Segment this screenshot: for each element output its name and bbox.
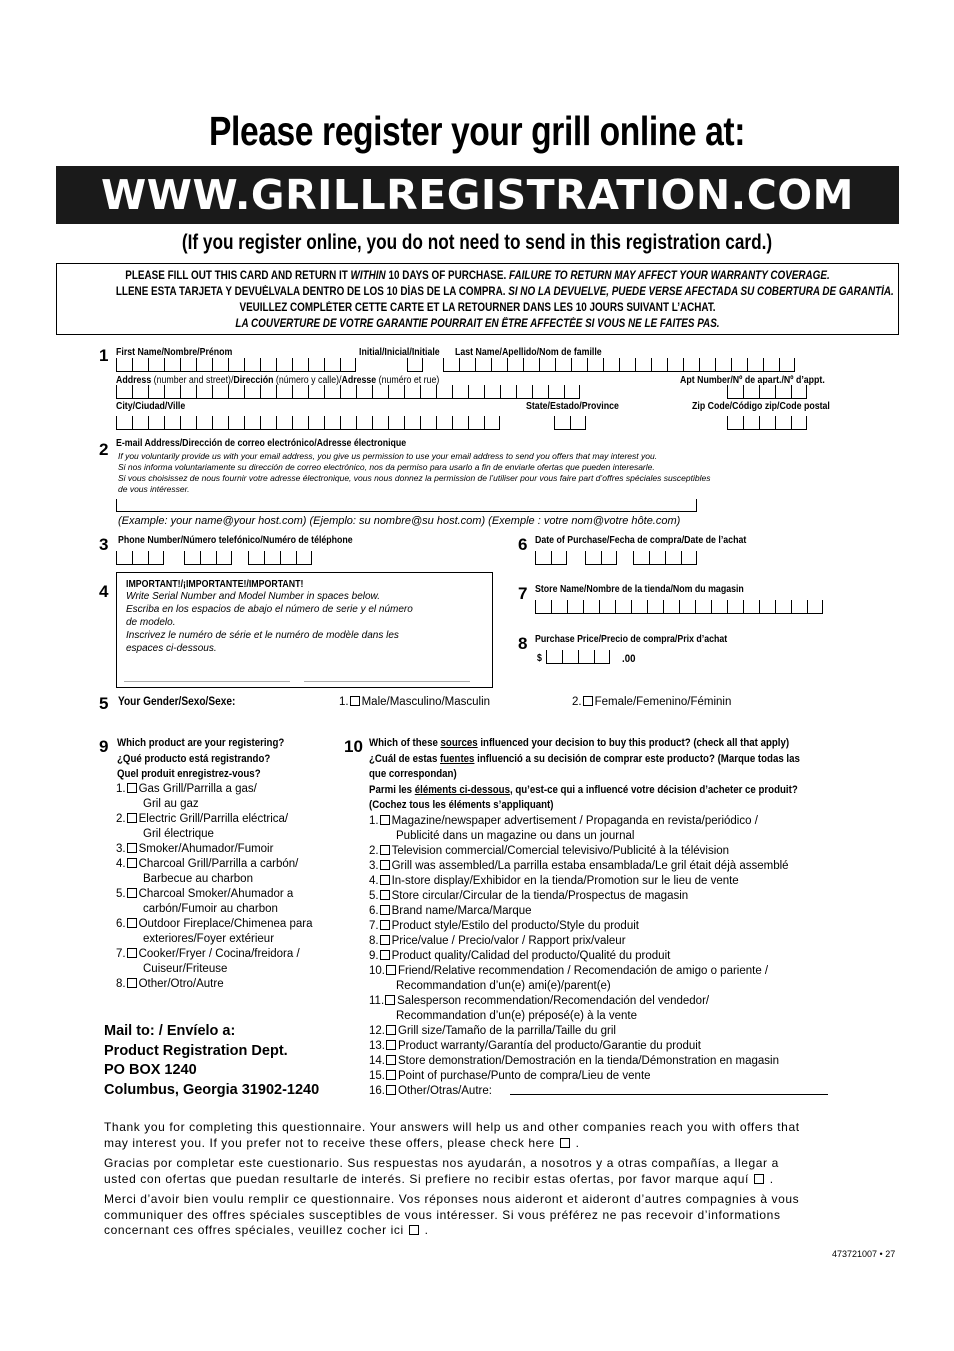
- checkbox[interactable]: [385, 995, 395, 1005]
- gender-option-female[interactable]: 2. Female/Femenino/Féminin: [572, 696, 732, 708]
- checkbox[interactable]: [127, 948, 137, 958]
- checkbox-female[interactable]: [583, 696, 593, 706]
- serial-instruction-es: Escriba en los espacios de abajo el número de serie y el número: [126, 604, 413, 615]
- source-option[interactable]: 10. Friend/Relative recommendation / Recomendación de amigo o pariente /: [369, 965, 769, 977]
- registration-url-banner[interactable]: WWW.GRILLREGISTRATION.COM: [56, 166, 899, 224]
- source-option[interactable]: 5. Store circular/Circular de la tienda/Prospectus de magasin: [369, 890, 689, 902]
- product-option-cont: Gril électrique: [143, 828, 214, 840]
- checkbox[interactable]: [380, 905, 390, 915]
- other-source-field[interactable]: [510, 1094, 828, 1095]
- checkbox[interactable]: [380, 935, 390, 945]
- notice-line-fr-warranty: LA COUVERTURE DE VOTRE GARANTIE POURRAIT EN ÊTRE AFFECTÉE SI VOUS NE LE FAITES PAS.: [235, 318, 720, 330]
- source-option-cont: Recommandation d’un(e) préposé(e) à la vente: [396, 1010, 637, 1022]
- checkbox[interactable]: [386, 965, 396, 975]
- source-option[interactable]: 6. Brand name/Marca/Marque: [369, 905, 532, 917]
- opt-out-checkbox-en[interactable]: [560, 1138, 570, 1148]
- opt-out-text: [104, 1120, 800, 1239]
- sources-question-fr-2: (Cochez tous les éléments s’appliquant): [369, 799, 554, 811]
- source-option[interactable]: 11. Salesperson recommendation/Recomendación del vendedor/: [369, 995, 710, 1007]
- purchase-price-field[interactable]: [546, 651, 610, 664]
- apt-number-label: Apt Number/Nº de apart./Nº d’appt.: [680, 375, 825, 386]
- email-consent-text: [118, 451, 710, 495]
- purchase-month-field[interactable]: [535, 552, 567, 565]
- last-name-field[interactable]: [443, 359, 795, 372]
- initial-label: Initial/Inicial/Initiale: [359, 347, 440, 358]
- serial-instruction-en: Write Serial Number and Model Number in spaces below.: [126, 591, 380, 602]
- product-option[interactable]: 5. Charcoal Smoker/Ahumador a: [116, 888, 294, 900]
- product-options-list: [116, 782, 312, 992]
- section-number-3: 3: [99, 535, 109, 554]
- dollar-sign: $: [537, 653, 542, 664]
- sources-options-list: [369, 814, 789, 1099]
- section-number-10: 10: [344, 737, 363, 756]
- product-option[interactable]: 4. Charcoal Grill/Parrilla a carbón/: [116, 858, 299, 870]
- mail-to-heading: Mail to: / Envíelo a:: [104, 1023, 236, 1039]
- store-name-field[interactable]: [535, 601, 823, 614]
- opt-out-fr: Merci d’avoir bien voulu remplir ce questionnaire. Vos réponses nous aideront et aideront d’autres compagnies à vous: [104, 1192, 800, 1206]
- opt-out-es: Gracias por completar este cuestionario. Sus respuestas nos ayudarán, a nosotros y a otras compañías, a llegar a: [104, 1156, 779, 1170]
- store-name-label: Store Name/Nombre de la tienda/Nom du magasin: [535, 584, 744, 595]
- product-option-cont: Barbecue au charbon: [143, 873, 253, 885]
- section-number-4: 4: [99, 582, 109, 601]
- checkbox[interactable]: [127, 783, 137, 793]
- product-question-en: Which product are your registering?: [117, 737, 285, 749]
- phone-line-field[interactable]: [248, 552, 312, 565]
- checkbox[interactable]: [380, 875, 390, 885]
- checkbox[interactable]: [386, 1040, 396, 1050]
- phone-label: Phone Number/Número telefónico/Numéro de téléphone: [118, 535, 353, 546]
- checkbox[interactable]: [127, 843, 137, 853]
- apt-number-field[interactable]: [727, 386, 807, 399]
- purchase-price-label: Purchase Price/Precio de compra/Prix d’achat: [535, 634, 728, 645]
- product-option-cont: exteriores/Foyer extérieur: [143, 933, 275, 945]
- email-consent-fr: Si vous choisissez de nous fournir votre adresse électronique, vous nous donnez la permission de l’utiliser pour vous faire part d’offres spéciales susceptibles: [118, 473, 711, 483]
- opt-out-checkbox-fr[interactable]: [409, 1225, 419, 1235]
- model-number-field[interactable]: [304, 681, 470, 682]
- mailing-address: [104, 1022, 319, 1100]
- product-option-cont: Cuiseur/Friteuse: [143, 963, 228, 975]
- email-consent-es: Si nos informa voluntariamente su dirección de correo electrónico, nos da permiso para usarlo a fin de enviarle ofertas que pueden interesarle.: [118, 462, 655, 472]
- email-field[interactable]: [116, 499, 697, 512]
- source-option-cont: Recommandation d’un(e) ami(e)/parent(e): [396, 980, 611, 992]
- important-heading: IMPORTANT!/¡IMPORTANTE!/IMPORTANT!: [126, 579, 304, 590]
- serial-instruction-fr-2: espaces ci-dessous.: [126, 643, 217, 654]
- source-option[interactable]: 13. Product warranty/Garantía del producto/Garantie du produit: [369, 1040, 702, 1052]
- address-label: Address (number and street)/Dirección (número y calle)/Adresse (numéro et rue): [116, 375, 440, 386]
- checkbox[interactable]: [386, 1070, 396, 1080]
- source-option[interactable]: 2. Television commercial/Comercial televisivo/Publicité à la télévision: [369, 845, 730, 857]
- notice-line-en: PLEASE FILL OUT THIS CARD AND RETURN IT WITHIN 10 DAYS OF PURCHASE. FAILURE TO RETURN MAY AFFECT YOUR WARRANTY COVERAGE.: [125, 270, 830, 282]
- source-option[interactable]: 16. Other/Otras/Autre:: [369, 1085, 492, 1097]
- sources-question-fr: Parmi les éléments ci-dessous, qu’est-ce qui a influencé votre décision d’acheter ce produit?: [369, 783, 798, 796]
- product-option[interactable]: 3. Smoker/Ahumador/Fumoir: [116, 843, 274, 855]
- purchase-day-field[interactable]: [585, 552, 617, 565]
- opt-out-fr-2: communiquer des offres spéciales susceptibles de vous intéresser. Si vous préférez ne pas recevoir d’informations: [104, 1207, 781, 1222]
- mail-po-box: PO BOX 1240: [104, 1062, 197, 1078]
- checkbox[interactable]: [380, 920, 390, 930]
- sources-question-es: ¿Cuál de estas fuentes influenció a su decisión de comprar este producto? (Marque todas las: [369, 752, 800, 765]
- serial-instruction-es-2: de modelo.: [126, 617, 176, 628]
- mail-department: Product Registration Dept.: [104, 1042, 288, 1059]
- section-number-8: 8: [518, 634, 528, 653]
- checkbox[interactable]: [386, 1085, 396, 1095]
- checkbox[interactable]: [127, 813, 137, 823]
- checkbox[interactable]: [386, 1055, 396, 1065]
- zip-code-label: Zip Code/Código zip/Code postal: [692, 401, 830, 412]
- product-option[interactable]: 7. Cooker/Fryer / Cocina/freidora /: [116, 948, 300, 960]
- notice-line-fr: VEUILLEZ COMPLÉTER CETTE CARTE ET LA RETOURNER DANS LES 10 JOURS SUIVANT L’ACHAT.: [239, 302, 716, 314]
- section-number-2: 2: [99, 440, 109, 459]
- sources-question-es-2: que correspondan): [369, 768, 457, 780]
- source-option[interactable]: 3. Grill was assembled/La parrilla estaba ensamblada/Le gril était déjà assemblé: [369, 860, 789, 872]
- sources-question-en: Which of these sources influenced your decision to buy this product? (check all that apply): [369, 737, 790, 749]
- phone-prefix-field[interactable]: [184, 552, 232, 565]
- section-number-1: 1: [99, 346, 109, 365]
- price-cents: .00: [622, 653, 636, 665]
- checkbox[interactable]: [127, 858, 137, 868]
- last-name-label: Last Name/Apellido/Nom de famille: [455, 347, 602, 358]
- source-option-cont: Publicité dans un magazine ou dans un journal: [396, 830, 635, 842]
- city-label: City/Ciudad/Ville: [116, 401, 186, 412]
- section-number-5: 5: [99, 694, 109, 713]
- section-number-9: 9: [99, 737, 109, 756]
- purchase-date-label: Date of Purchase/Fecha de compra/Date de l’achat: [535, 535, 747, 546]
- checkbox[interactable]: [127, 978, 137, 988]
- product-question-fr: Quel produit enregistrez-vous?: [117, 768, 261, 780]
- serial-instruction-fr: Inscrivez le numéro de série et le numéro de modèle dans les: [126, 630, 399, 641]
- page-title: Please register your grill online at:: [209, 108, 745, 154]
- checkbox[interactable]: [380, 860, 390, 870]
- email-example: (Example: your name@your host.com) (Ejemplo: su nombre@su host.com) (Exemple : votre nom@votre hôte.com): [118, 515, 681, 527]
- state-label: State/Estado/Province: [526, 401, 619, 412]
- page-subtitle: (If you register online, you do not need to send in this registration card.): [181, 231, 773, 254]
- notice-line-es: LLENE ESTA TARJETA Y DEVUÉLVALA DENTRO DE LOS 10 DÍAS DE LA COMPRA. SI NO LA DEVUELVE, PUEDE VERSE AFECTADA SU COBERTURA DE GARANTÍA.: [115, 286, 894, 298]
- source-option[interactable]: 14. Store demonstration/Demostración en la tienda/Démonstration en magasin: [369, 1055, 779, 1067]
- product-option[interactable]: 2. Electric Grill/Parrilla eléctrica/: [116, 813, 289, 825]
- opt-out-es-2: usted con ofertas que puedan resultarle de interés. Si prefiere no recibir estas ofertas, por favor marque aquí .: [104, 1171, 774, 1186]
- product-option[interactable]: 6. Outdoor Fireplace/Chimenea para: [116, 918, 313, 930]
- section-number-6: 6: [518, 535, 528, 554]
- address-field[interactable]: [116, 386, 580, 399]
- source-option[interactable]: 7. Product style/Estilo del producto/Style du produit: [369, 920, 639, 932]
- opt-out-en-2: may interest you. If you prefer not to receive these offers, please check here .: [104, 1135, 580, 1150]
- purchase-year-field[interactable]: [633, 552, 697, 565]
- source-option[interactable]: 9. Product quality/Calidad del producto/Qualité du produit: [369, 950, 671, 962]
- opt-out-checkbox-es[interactable]: [754, 1174, 764, 1184]
- source-option[interactable]: 12. Grill size/Tamaño de la parrilla/Taille du gril: [369, 1025, 616, 1037]
- checkbox[interactable]: [127, 888, 137, 898]
- checkbox-male[interactable]: [350, 696, 360, 706]
- sources-question: [369, 736, 859, 814]
- checkbox[interactable]: [127, 918, 137, 928]
- checkbox[interactable]: [380, 815, 390, 825]
- serial-model-box: [116, 572, 493, 688]
- first-name-label: First Name/Nombre/Prénom: [116, 347, 233, 358]
- email-consent-fr-2: de vous intéresser.: [118, 484, 190, 494]
- zip-code-field[interactable]: [727, 417, 807, 430]
- product-option-cont: Gril au gaz: [143, 798, 199, 810]
- source-option[interactable]: 15. Point of purchase/Punto de compra/Lieu de vente: [369, 1070, 651, 1082]
- checkbox[interactable]: [380, 950, 390, 960]
- serial-number-field[interactable]: [124, 681, 290, 682]
- product-option[interactable]: 1. Gas Grill/Parrilla a gas/: [116, 783, 257, 795]
- product-question: [117, 736, 307, 783]
- checkbox[interactable]: [380, 890, 390, 900]
- initial-field[interactable]: [407, 359, 423, 372]
- checkbox[interactable]: [380, 845, 390, 855]
- source-option[interactable]: 1. Magazine/newspaper advertisement / Propaganda en revista/periódico /: [369, 815, 758, 827]
- mail-city: Columbus, Georgia 31902-1240: [104, 1081, 320, 1098]
- city-field[interactable]: [116, 417, 500, 430]
- product-option[interactable]: 8. Other/Otro/Autre: [116, 978, 224, 990]
- source-option[interactable]: 4. In-store display/Exhibidor en la tienda/Promotion sur le lieu de vente: [369, 875, 739, 887]
- phone-area-code-field[interactable]: [116, 552, 164, 565]
- opt-out-en: Thank you for completing this questionnaire. Your answers will help us and other companies reach you with offers that: [104, 1120, 800, 1134]
- product-question-es: ¿Qué producto está registrando?: [117, 752, 271, 765]
- section-number-7: 7: [518, 584, 528, 603]
- email-consent-en: If you voluntarily provide us with your email address, you give us permission to use your email address to send you offers that may interest you.: [118, 451, 658, 461]
- checkbox[interactable]: [386, 1025, 396, 1035]
- product-option-cont: carbón/Fumoir au charbon: [143, 903, 278, 915]
- state-field[interactable]: [554, 417, 586, 430]
- gender-label: Your Gender/Sexo/Sexe:: [118, 696, 236, 708]
- return-notice-box: [56, 263, 899, 335]
- first-name-field[interactable]: [116, 359, 356, 372]
- gender-option-male[interactable]: 1. Male/Masculino/Masculin: [339, 696, 491, 708]
- source-option[interactable]: 8. Price/value / Precio/valor / Rapport prix/valeur: [369, 935, 626, 947]
- opt-out-fr-3: concernant ces offres spéciales, veuillez cocher ici .: [104, 1223, 429, 1237]
- page-number: 473721007 • 27: [832, 1249, 896, 1259]
- email-label: E-mail Address/Dirección de correo electrónico/Adresse électronique: [116, 438, 407, 449]
